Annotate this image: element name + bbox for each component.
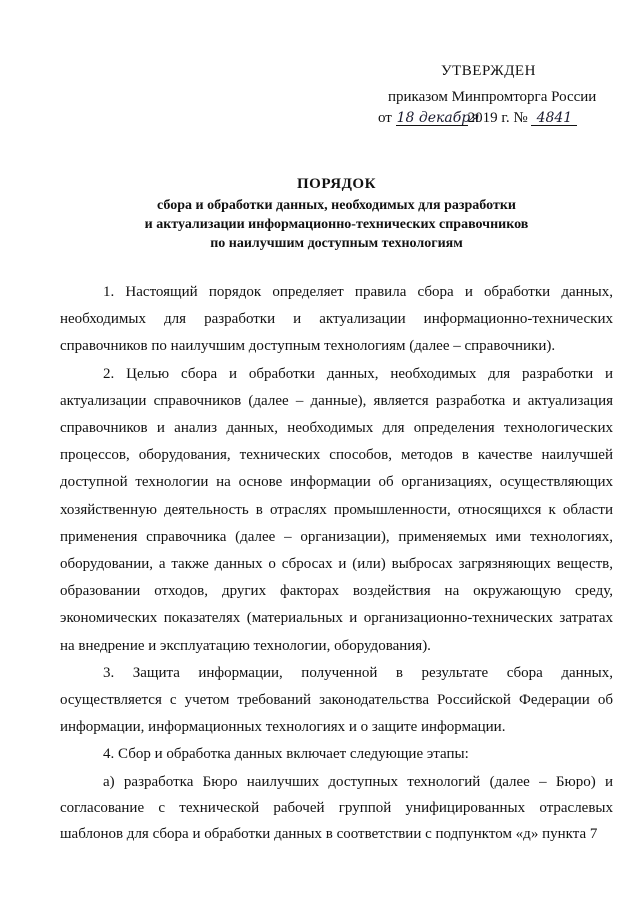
order-date-line [378,110,577,127]
date-year: 2019 г. № [467,110,528,126]
handwritten-number: 4841 [531,111,577,126]
date-prefix: от [378,110,392,126]
paragraph-4: 4. Сбор и обработка данных включает следующие этапы: [103,746,469,763]
title-main: ПОРЯДОК [297,176,376,192]
handwritten-date: 18 декабря [396,110,480,126]
paragraph-1: 1. Настоящий порядок определяет правила сбора и обработки данных, необходимых для разработки и актуализации информационно-технических справочников по наилучшим доступным технологиям (далее – справочники). [60,284,613,355]
title-line-1: сбора и обработки данных, необходимых для разработки [157,198,516,213]
document-title [60,175,613,253]
title-line-2: и актуализации информационно-технических справочников [144,217,529,232]
order-reference: приказом Минпромторга России [388,89,597,105]
paragraph-2: 2. Целью сбора и обработки данных, необходимых для разработки и актуализации справочников (далее – данные), является разработка и актуализация справочников и анализ данных, необходимых для определения технологических процессов, оборудования, технических способов, методов в качестве наилучшей доступной технологии на основе информации об организациях, осуществляющих хозяйственную деятельность в отраслях промышленности, относящихся к области применения справочника (далее – организации), применяемых ими технологиях, оборудовании, а также данных о сбросах и (или) выбросах загрязняющих веществ, образовании отходов, других факторах воздействия на окружающую среду, экономических показателях (материальных и организационно-технических затратах на внедрение и эксплуатацию технологии, оборудования). [60,365,613,654]
paragraph-3: 3. Защита информации, полученной в результате сбора данных, осуществляется с учетом требований законодательства Российской Федерации об информации, информационных технологиях и о защите информации. [60,664,613,736]
document-body [60,279,613,848]
title-line-3: по наилучшим доступным технологиям [210,236,463,251]
paragraph-4a: а) разработка Бюро наилучших доступных технологий (далее – Бюро) и согласование с технической рабочей группой унифицированных отраслевых шаблонов для сбора и обработки данных в соответствии с подпунктом «д» пункта 7 [60,773,613,843]
approved-heading: УТВЕРЖДЕН [441,63,536,79]
